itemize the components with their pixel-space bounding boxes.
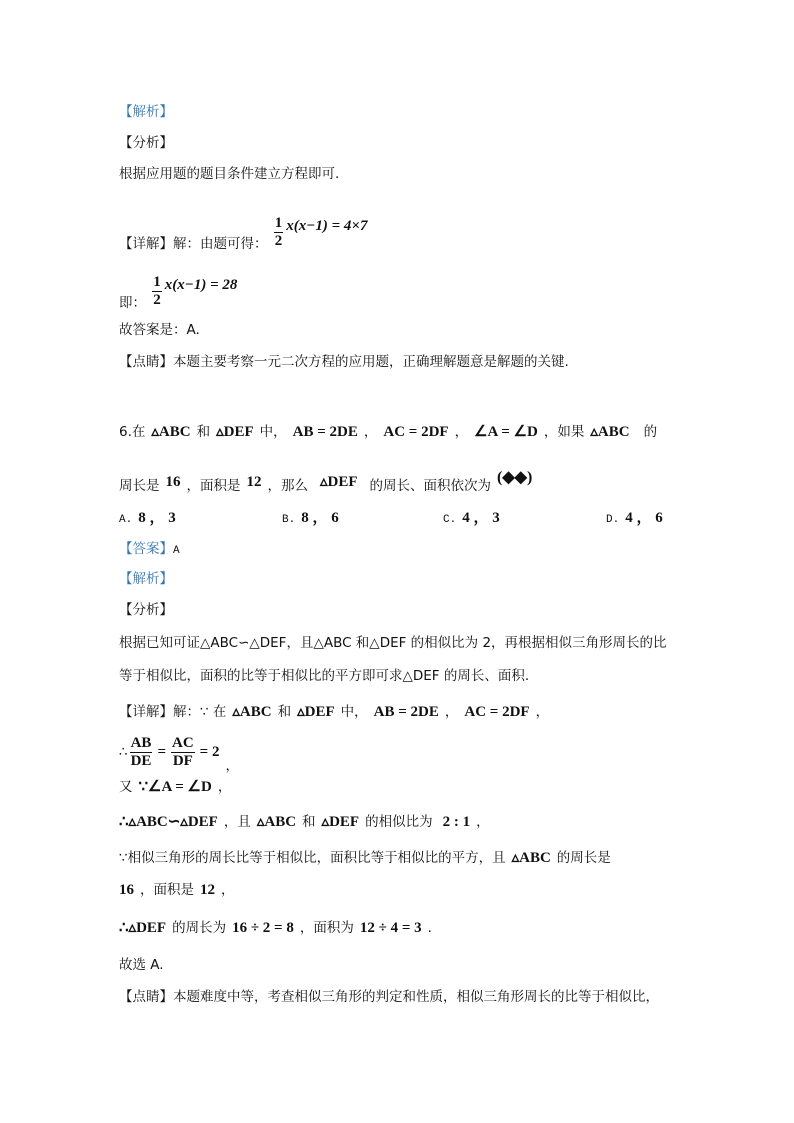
math: 16 ÷ 2 = 8 — [232, 920, 294, 936]
text: ， — [444, 704, 459, 720]
option-value: 8 ， 6 — [301, 510, 339, 526]
text: 和 — [196, 424, 211, 440]
choose-line: 故选 A. — [119, 957, 164, 973]
math: AC = 2DF — [383, 424, 449, 440]
math: ▵ABC — [232, 704, 272, 720]
math: ▵ABC — [256, 814, 297, 830]
text: ， — [225, 758, 239, 774]
text: . — [427, 920, 432, 936]
math: ▵ABC — [511, 850, 551, 866]
section-fenxi: 【分析】 — [119, 135, 173, 151]
option-value: 8 ， 3 — [138, 510, 176, 526]
text: 又 — [119, 779, 133, 795]
section-jiexi: 【解析】 — [119, 571, 173, 587]
therefore-symbol: ∴ — [119, 744, 128, 760]
dianjing-line: 【点睛】本题主要考察一元二次方程的应用题，正确理解题意是解题的关键. — [119, 354, 569, 370]
text: ，面积为 — [299, 920, 354, 936]
section-jiexi: 【解析】 — [119, 104, 173, 120]
text: 的周长是 — [556, 850, 611, 866]
equation-fraction: $\frac{1}{2}$ — [153, 273, 161, 308]
text: ，且 — [223, 814, 251, 830]
text: 和 — [302, 814, 316, 830]
detail-line-4 — [119, 813, 490, 831]
math: AC = 2DF — [464, 704, 530, 720]
option-d — [606, 506, 669, 527]
math: AB = 2DE — [373, 704, 439, 720]
math: 12 — [200, 882, 215, 898]
fenxi-line-1: 根据已知可证△ABC∽△DEF，且△ABC 和△DEF 的相似比为 2，再根据相似三角形周长的比 — [119, 635, 667, 651]
equation-1: x(x−1) = 4×7 — [286, 218, 368, 234]
xiangjie-line — [119, 206, 373, 264]
detail-line-3 — [119, 778, 231, 796]
text: 中， — [259, 424, 287, 440]
math: ∴▵DEF — [119, 920, 167, 936]
text: ，面积是 — [186, 478, 241, 494]
math: ▵DEF — [320, 474, 358, 490]
answer-tag: 【答案】 — [119, 541, 173, 557]
detail-line-1 — [119, 703, 549, 721]
math: ▵ABC — [151, 424, 191, 440]
text: ， — [363, 424, 378, 440]
text: 的 — [643, 424, 658, 440]
equation-fraction: $\frac{1}{2}$ — [274, 214, 283, 249]
fenxi-line-2: 等于相似比，面积的比等于相似比的平方即可求△DEF 的周长、面积. — [119, 668, 530, 684]
math: 12 ÷ 4 = 3 — [359, 920, 422, 936]
text: 的周长为 — [172, 920, 227, 936]
option-value: 4 ， 6 — [625, 510, 663, 526]
math: ∵∠A = ∠D — [138, 779, 212, 795]
q6-line-2 — [119, 469, 538, 495]
math: AB = 2DE — [292, 424, 358, 440]
text: ∵相似三角形的周长比等于相似比，面积比等于相似比的平方，且 — [119, 850, 506, 866]
text: 周长是 — [119, 478, 160, 494]
math: ▵DEF — [321, 814, 360, 830]
ji-line — [119, 265, 243, 323]
math: 2 : 1 — [442, 814, 471, 830]
text: 的相似比为 — [365, 814, 433, 830]
option-label: D. — [606, 514, 620, 526]
detail-line-7 — [119, 919, 432, 937]
detail-line-6 — [119, 881, 235, 899]
text: 和 — [277, 704, 292, 720]
text: ， — [454, 424, 469, 440]
answer-line — [119, 540, 180, 560]
math: = 2 — [199, 744, 220, 760]
math: ▵DEF — [216, 424, 254, 440]
math: ∴▵ABC∽▵DEF — [119, 814, 218, 830]
answer-line: 故答案是：A. — [119, 322, 200, 338]
xiangjie-label: 【详解】解：由题可得： — [119, 236, 268, 252]
option-label: A. — [119, 514, 133, 526]
text: ， — [221, 882, 235, 898]
fenxi-text: 根据应用题的题目条件建立方程即可. — [119, 166, 340, 182]
fraction-ab-de: $\frac{AB}{DE}$ — [130, 734, 152, 769]
equation-2: x(x−1) = 28 — [164, 277, 238, 293]
option-a — [119, 506, 182, 527]
q6-line-1 — [119, 423, 657, 441]
math: ∠A = ∠D — [474, 424, 538, 440]
ji-label: 即： — [119, 295, 146, 311]
text: 的周长、面积依次为 — [369, 478, 492, 494]
text: ，如果 — [543, 424, 585, 440]
text: ， — [476, 814, 490, 830]
section-fenxi: 【分析】 — [119, 602, 173, 618]
text: ， — [535, 704, 550, 720]
math: 12 — [246, 474, 262, 490]
detail-line-2: ∴ $\frac{AB}{DE}$ = $\frac{AC}{DF}$ = 2， — [119, 734, 239, 774]
math: ▵DEF — [297, 704, 335, 720]
math: 16 — [165, 474, 181, 490]
text: ，那么 — [267, 478, 308, 494]
text: ，面积是 — [140, 882, 194, 898]
text: 6.在 — [119, 424, 146, 440]
math: 16 — [119, 882, 134, 898]
fraction-ac-df: $\frac{AC}{DF}$ — [172, 734, 194, 769]
text: 中， — [340, 704, 368, 720]
dianjing-line: 【点睛】本题难度中等，考查相似三角形的判定和性质，相似三角形周长的比等于相似比， — [119, 989, 659, 1005]
answer-blank: (◆◆) — [497, 469, 533, 486]
option-label: B. — [282, 514, 296, 526]
text: ， — [217, 779, 232, 795]
option-b — [282, 506, 345, 527]
text: 【详解】解：∵ 在 — [119, 704, 227, 720]
option-c — [443, 506, 506, 527]
option-label: C. — [443, 514, 457, 526]
option-value: 4 ， 3 — [462, 510, 500, 526]
answer-value: A — [173, 545, 180, 557]
detail-line-5 — [119, 849, 611, 867]
math: ▵ABC — [590, 424, 630, 440]
